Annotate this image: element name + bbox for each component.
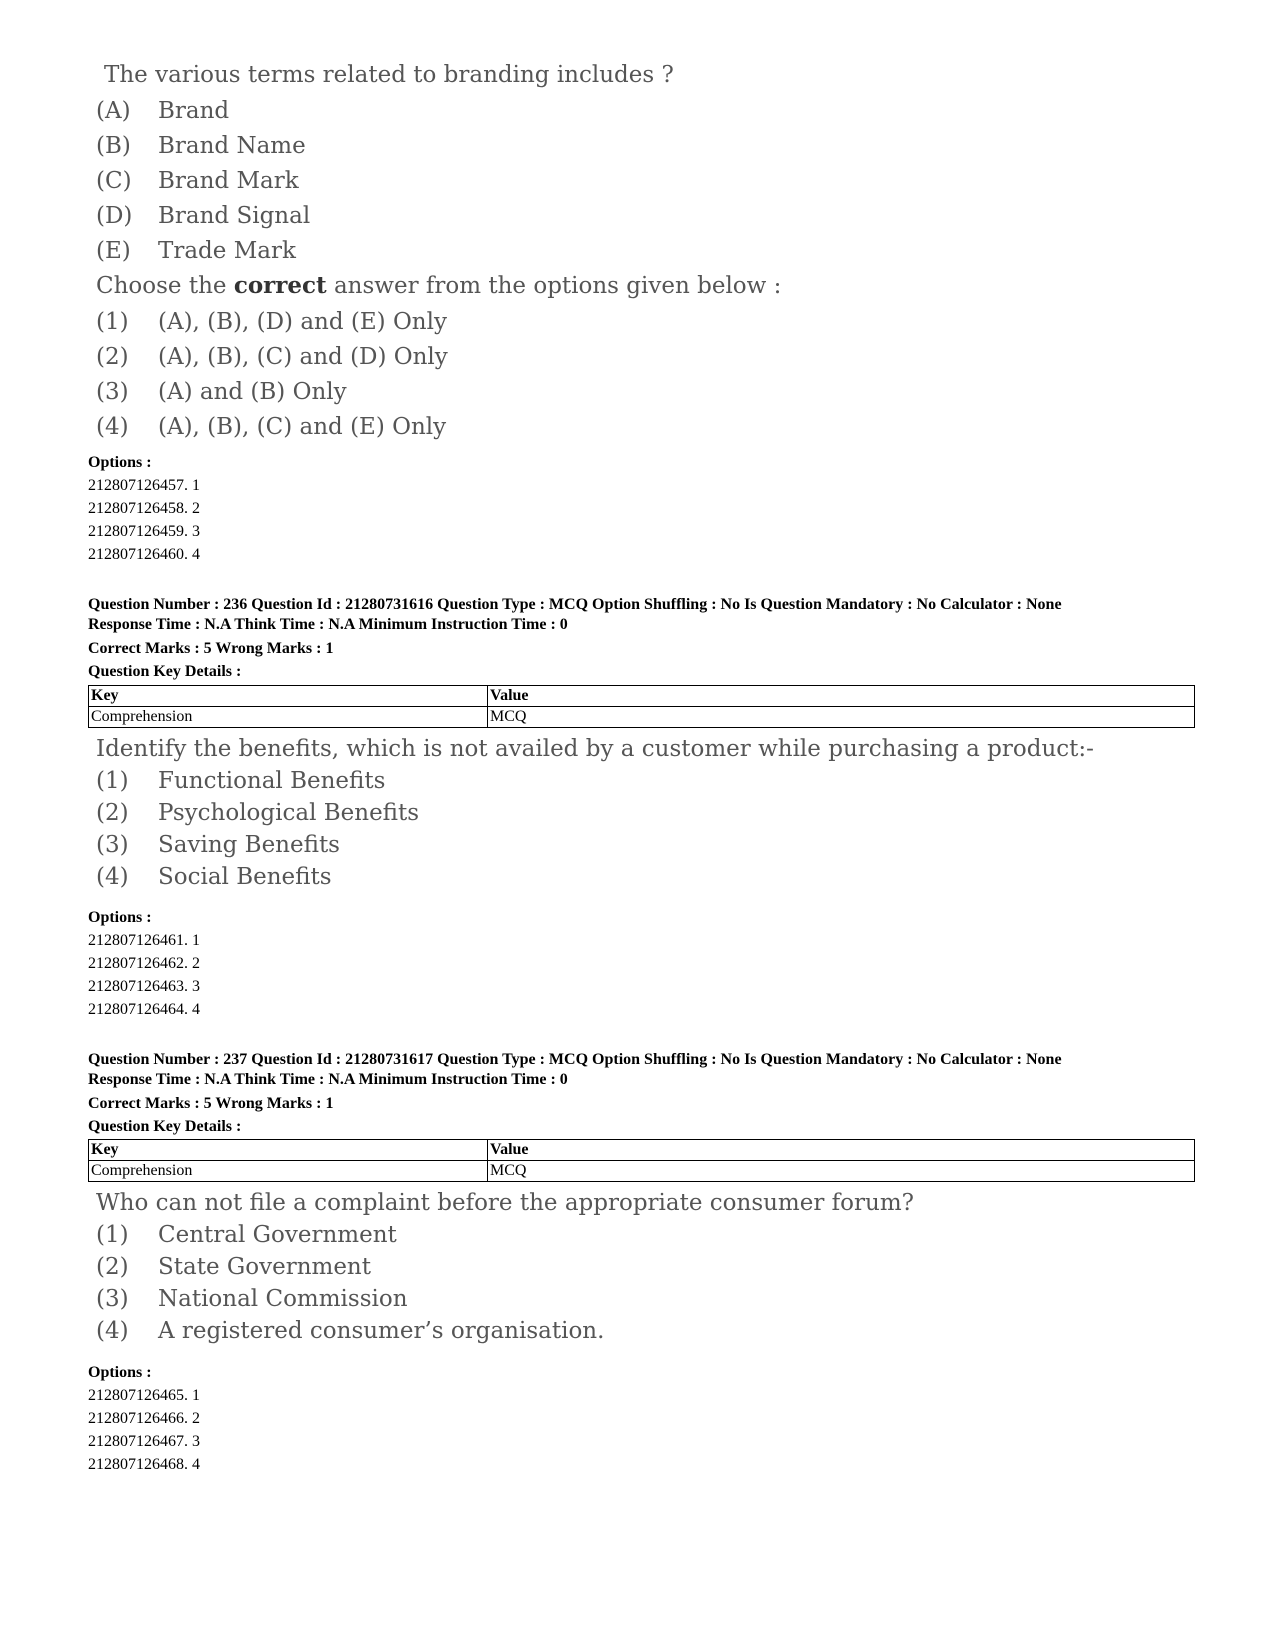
q237-options [88, 1361, 200, 1476]
choice-text: (A), (B), (D) and (E) Only [158, 309, 447, 335]
option-id: 212807126465. 1 [88, 1387, 200, 1404]
q237-key-table [88, 1139, 1195, 1182]
choice-label: (4) [96, 414, 129, 440]
value-cell: MCQ [488, 707, 1195, 728]
choice-text: Psychological Benefits [158, 800, 420, 826]
q237-question-image [96, 1190, 916, 1350]
table-row [89, 1161, 1195, 1182]
item-text: Brand Name [158, 133, 306, 159]
q235-stem: The various terms related to branding includes ? [104, 62, 674, 88]
key-header: Key [89, 686, 488, 707]
choice-text: (A), (B), (C) and (E) Only [158, 414, 447, 440]
item-label: (B) [96, 133, 131, 159]
q235-options [88, 451, 200, 566]
instruction-post: answer from the options given below : [326, 273, 782, 299]
q235-question-image [96, 62, 796, 452]
item-label: (D) [96, 203, 133, 229]
choice-text: Functional Benefits [158, 768, 386, 794]
question-header-line2: Response Time : N.A Think Time : N.A Minimum Instruction Time : 0 [88, 616, 568, 633]
choice-text: National Commission [158, 1286, 408, 1312]
option-id: 212807126457. 1 [88, 477, 200, 494]
option-id: 212807126468. 4 [88, 1456, 200, 1473]
item-label: (A) [96, 98, 131, 124]
item-label: (E) [96, 238, 131, 264]
option-id: 212807126460. 4 [88, 546, 200, 563]
key-details-heading: Question Key Details : [88, 663, 242, 680]
choice-label: (4) [96, 1318, 129, 1344]
option-id: 212807126466. 2 [88, 1410, 200, 1427]
table-header-row [89, 1140, 1195, 1161]
marks: Correct Marks : 5 Wrong Marks : 1 [88, 1095, 334, 1112]
q236-header [88, 595, 1062, 635]
item-label: (C) [96, 168, 132, 194]
choice-label: (1) [96, 768, 129, 794]
choice-label: (2) [96, 344, 129, 370]
value-header: Value [488, 1140, 1195, 1161]
option-id: 212807126467. 3 [88, 1433, 200, 1450]
q237-stem: Who can not file a complaint before the appropriate consumer forum? [96, 1190, 914, 1216]
option-id: 212807126464. 4 [88, 1001, 200, 1018]
choice-text: (A) and (B) Only [158, 379, 347, 405]
key-header: Key [89, 1140, 488, 1161]
choice-text: A registered consumer’s organisation. [158, 1318, 605, 1344]
key-cell: Comprehension [89, 707, 488, 728]
choice-label: (3) [96, 1286, 129, 1312]
q236-options [88, 906, 200, 1021]
marks: Correct Marks : 5 Wrong Marks : 1 [88, 640, 334, 657]
choice-text: Social Benefits [158, 864, 332, 890]
option-id: 212807126462. 2 [88, 955, 200, 972]
q236-key-table [88, 685, 1195, 728]
q237-header [88, 1050, 1062, 1090]
item-text: Brand Mark [158, 168, 299, 194]
options-heading: Options : [88, 909, 152, 926]
choice-label: (2) [96, 1254, 129, 1280]
choice-label: (1) [96, 309, 129, 335]
option-id: 212807126461. 1 [88, 932, 200, 949]
value-header: Value [488, 686, 1195, 707]
question-header-line1: Question Number : 237 Question Id : 21280731617 Question Type : MCQ Option Shuffling : No Is Question Mandatory : No Calculator : None [88, 1051, 1062, 1068]
q236-marks [88, 637, 333, 683]
key-cell: Comprehension [89, 1161, 488, 1182]
option-id: 212807126458. 2 [88, 500, 200, 517]
key-details-heading: Question Key Details : [88, 1118, 242, 1135]
table-row [89, 707, 1195, 728]
question-header-line2: Response Time : N.A Think Time : N.A Minimum Instruction Time : 0 [88, 1071, 568, 1088]
item-text: Brand [158, 98, 230, 124]
option-id: 212807126459. 3 [88, 523, 200, 540]
choice-label: (4) [96, 864, 129, 890]
item-text: Trade Mark [158, 238, 296, 264]
question-header-line1: Question Number : 236 Question Id : 21280731616 Question Type : MCQ Option Shuffling : No Is Question Mandatory : No Calculator : None [88, 596, 1062, 613]
instruction-pre: Choose the [96, 273, 234, 299]
choice-label: (1) [96, 1222, 129, 1248]
options-heading: Options : [88, 1364, 152, 1381]
options-heading: Options : [88, 454, 152, 471]
instruction-bold: correct [233, 272, 327, 299]
value-cell: MCQ [488, 1161, 1195, 1182]
option-id: 212807126463. 3 [88, 978, 200, 995]
q235-instruction [96, 272, 781, 299]
choice-label: (2) [96, 800, 129, 826]
choice-text: State Government [158, 1254, 371, 1280]
q236-stem: Identify the benefits, which is not availed by a customer while purchasing a product:- [96, 736, 1094, 762]
choice-text: Central Government [158, 1222, 397, 1248]
q237-marks [88, 1092, 333, 1138]
choice-text: (A), (B), (C) and (D) Only [158, 344, 448, 370]
table-header-row [89, 686, 1195, 707]
item-text: Brand Signal [158, 203, 311, 229]
choice-label: (3) [96, 379, 129, 405]
choice-label: (3) [96, 832, 129, 858]
q236-question-image [96, 736, 1094, 896]
choice-text: Saving Benefits [158, 832, 340, 858]
